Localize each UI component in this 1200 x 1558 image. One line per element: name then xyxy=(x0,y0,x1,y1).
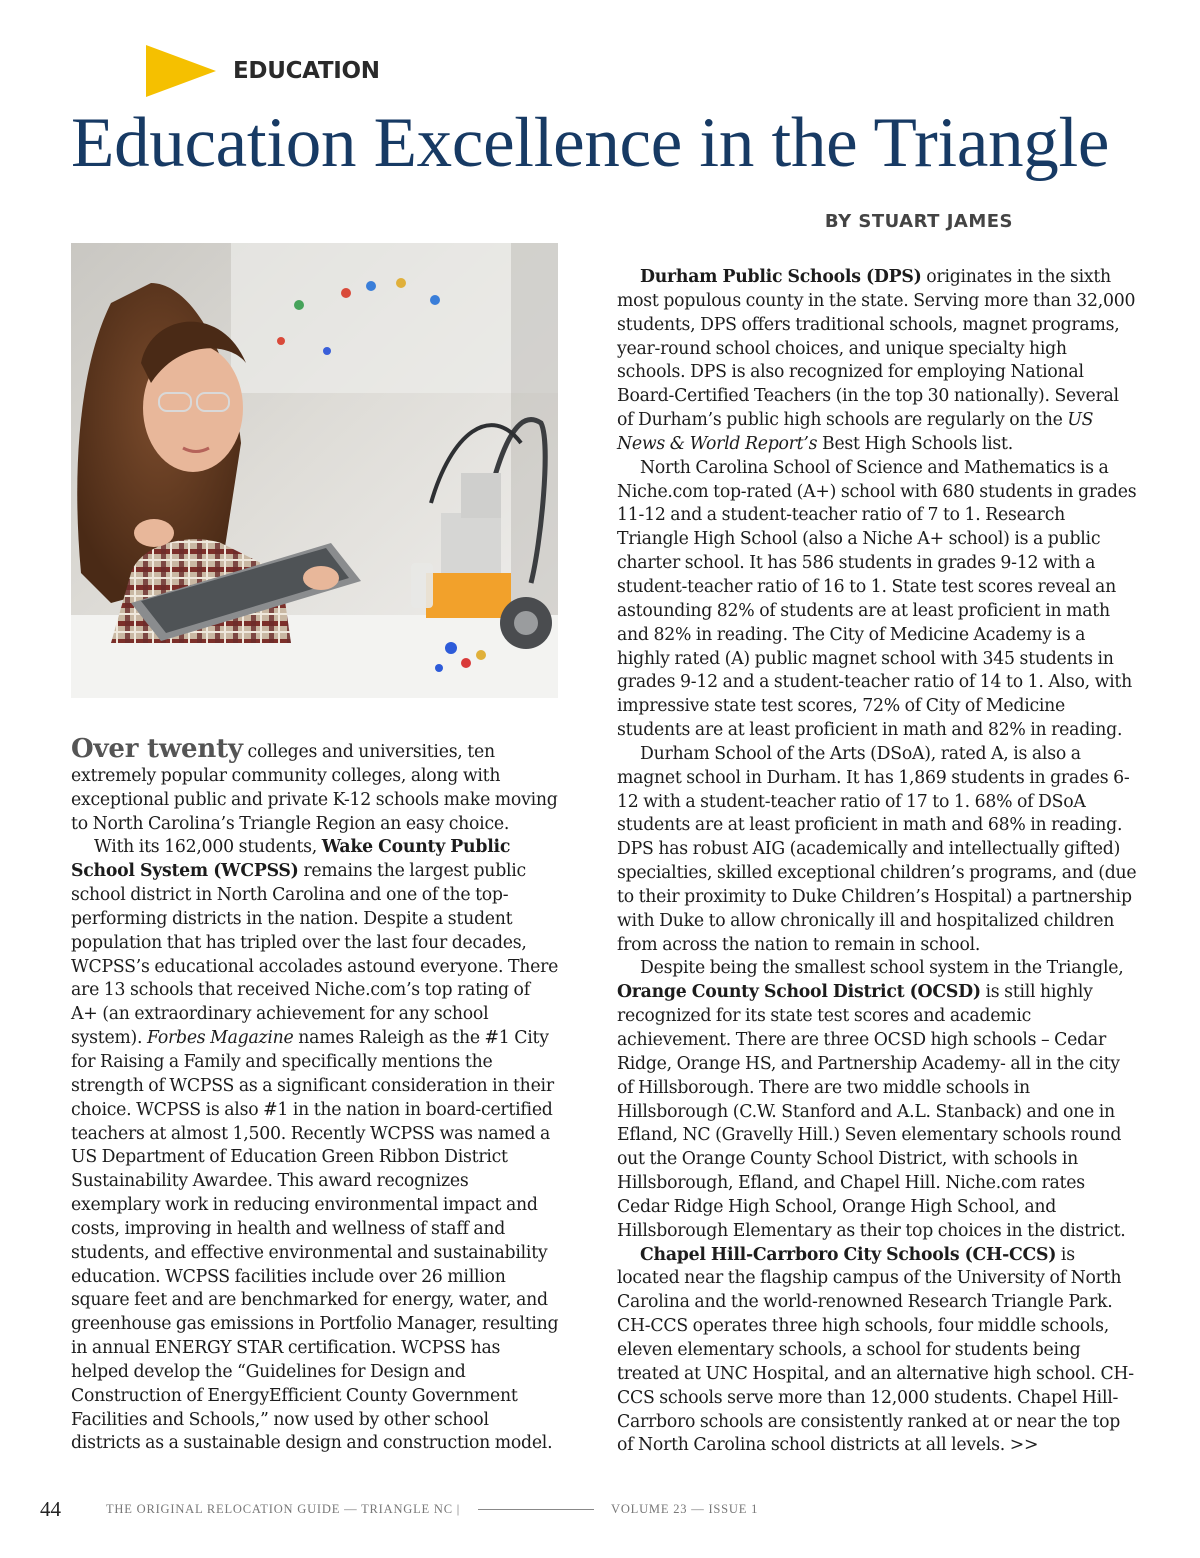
lead-in: Over twenty xyxy=(71,734,243,764)
volume-issue: VOLUME 23 — ISSUE 1 xyxy=(611,1502,759,1516)
right-column xyxy=(617,266,1137,1458)
ncssm-paragraph: North Carolina School of Science and Mathematics is a Niche.com top-rated (A+) school with 680 students in grades 11-12 and a student-teacher ratio of 7 to 1. Research Triangle High School (also a Niche A+ school) is a public charter school. It has 586 students in grades 9-12 with a student-teacher ratio of 16 to 1. State test scores reveal an astounding 82% of students are at least proficient in math and 82% in reading. The City of Medicine Academy is a highly rated (A) public magnet school with 345 students in grades 9-12 and a student-teacher ratio of 14 to 1. Also, with impressive state test scores, 72% of City of Medicine students are at least proficient in math and 82% in reading. xyxy=(617,457,1137,741)
article-title: Education Excellence in the Triangle xyxy=(71,104,1110,182)
dps-paragraph: Durham Public Schools (DPS) originates in the sixth most populous county in the state. Serving more than 32,000 students, DPS offers traditional schools, magnet programs, year-round school choices, and unique specialty high schools. DPS is also recognized for employing National Board-Certified Teachers (in the top 30 nationally). Several of Durham’s public high schools are regularly on the US News & World Report’s Best High Schools list. xyxy=(617,267,1136,454)
section-flag-icon xyxy=(146,45,216,97)
byline: BY STUART JAMES xyxy=(824,211,1013,232)
ocsd-name: Orange County School District (OCSD) xyxy=(617,982,981,1003)
section-label: EDUCATION xyxy=(233,58,380,84)
dsoa-paragraph: Durham School of the Arts (DSoA), rated A, is also a magnet school in Durham. It has 1,869 students in grades 6-12 with a student-teacher ratio of 17 to 1. 68% of DSoA students are at least proficient in math and 68% in reading. DPS has robust AIG (academically and intellectually gifted) specialties, skilled exceptional children’s programs, and (due to their proximity to Duke Children’s Hospital) a partnership with Duke to allow chronically ill and hospitalized children from across the nation to remain in school. xyxy=(617,743,1137,955)
chccs-paragraph: Chapel Hill-Carrboro City Schools (CH-CCS) is located near the flagship campus of the University of North Carolina and the world-renowned Research Triangle Park. CH-CCS operates three high schools, four middle schools, eleven elementary schools, a school for students being treated at UNC Hospital, and an alternative high school. CH-CCS schools serve more than 12,000 students. Chapel Hill-Carrboro schools are consistently ranked at or near the top of North Carolina school districts at all levels. >> xyxy=(617,1244,1134,1456)
ocsd-paragraph: Despite being the smallest school system in the Triangle, Orange County School District (OCSD) is still highly recognized for its state test scores and academic achievement. There are three OCSD high schools – Cedar Ridge, Orange HS, and Partnership Academy- all in the city of Hillsborough. There are two middle schools in Hillsborough (C.W. Stanford and A.L. Stanback) and one in Efland, NC (Gravelly Hill.) Seven elementary schools round out the Orange County School District, with schools in Hillsborough, Efland, and Chapel Hill. Niche.com rates Cedar Ridge High School, Orange High School, and Hillsborough Elementary as their top choices in the district. xyxy=(617,958,1126,1241)
wcpss-paragraph: With its 162,000 students, Wake County Public School System (WCPSS) remains the largest public school district in North Carolina and one of the top-performing districts in the nation. Despite a student population that has tripled over the last four decades, WCPSS’s educational accolades astound everyone. There are 13 schools that received Niche.com’s top rating of A+ (an extraordinary achievement for any school system). Forbes Magazine names Raleigh as the #1 City for Raising a Family and specifically mentions the strength of WCPSS as a significant consideration in their choice. WCPSS is also #1 in the nation in board-certified teachers at almost 1,500. Recently WCPSS was named a US Department of Education Green Ribbon District Sustainability Awardee. This award recognizes exemplary work in reducing environmental impact and costs, improving in health and wellness of staff and students, and effective environmental and sustainability education. WCPSS facilities include over 26 million square feet and are benchmarked for energy, water, and greenhouse gas emissions in Portfolio Manager, resulting in annual ENERGY STAR certification. WCPSS has helped develop the “Guidelines for Design and Construction of EnergyEfficient County Government Facilities and Schools,” now used by other school districts as a sustainable design and construction model. xyxy=(71,837,559,1454)
left-column xyxy=(71,734,561,1456)
publication-name: THE ORIGINAL RELOCATION GUIDE — TRIANGLE NC | xyxy=(106,1502,461,1516)
footer-divider xyxy=(478,1509,594,1510)
dps-name: Durham Public Schools (DPS) xyxy=(640,267,922,287)
article-photo xyxy=(71,243,558,698)
wcpss-name: Wake County Public School System (WCPSS) xyxy=(71,837,511,882)
page-number: 44 xyxy=(40,1497,61,1521)
intro-paragraph: Over twenty colleges and universities, ten extremely popular community colleges, along with exceptional public and private K-12 schools make moving to North Carolina’s Triangle Region an easy choice. xyxy=(71,734,558,834)
chccs-name: Chapel Hill-Carrboro City Schools (CH-CCS) xyxy=(640,1244,1057,1265)
page-footer xyxy=(0,1494,1200,1524)
